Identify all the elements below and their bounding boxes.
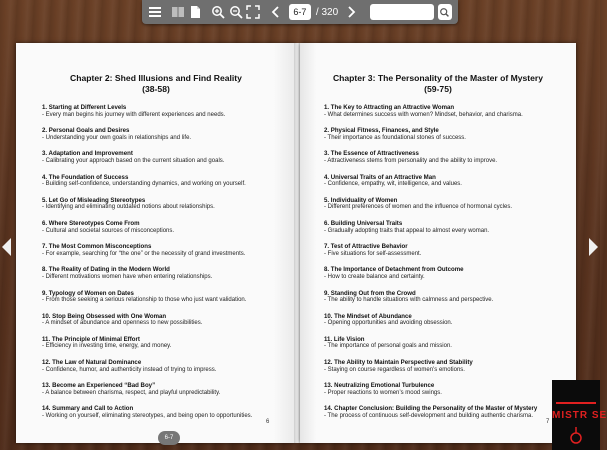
chapter-item-title: 14. Summary and Call to Action [42, 405, 134, 413]
zoom-in-button[interactable] [211, 4, 225, 20]
chapter-item-description: - Calibrating your approach based on the current situation and goals. [42, 157, 225, 164]
chapter-item-description: - Attractiveness stems from personality and the ability to improve. [324, 157, 498, 164]
chevron-left-icon [269, 5, 283, 19]
chapter-item-title: 11. Life Vision [324, 335, 365, 343]
zoom-out-button[interactable] [228, 4, 242, 20]
chapter-item-description: - For example, searching for “the one” or the necessity of grand investments. [42, 250, 246, 257]
chapter-item-title: 5. Let Go of Misleading Stereotypes [42, 196, 146, 204]
chapter-item-title: 11. The Principle of Minimal Effort [42, 335, 140, 343]
chapter-title-text: Chapter 3: The Personality of the Master of Mystery [332, 73, 544, 83]
chapter-item [42, 243, 296, 258]
chapter-item-title: 13. Become an Experienced “Bad Boy” [42, 382, 156, 390]
page-number: 7 [546, 419, 550, 425]
chapter-item-description: - The importance of personal goals and mission. [324, 343, 452, 350]
chapter-item-description: - Proper reactions to women’s mood swings. [324, 389, 442, 396]
logo-text: MISTR SE [552, 410, 607, 421]
chapter-item-description: - Gradually adopting traits that appeal to almost every woman. [324, 227, 490, 234]
chapter-item-description: - Confidence, humor, and authenticity instead of trying to impress. [42, 366, 217, 373]
next-page-button[interactable] [344, 4, 358, 20]
next-page-arrow[interactable] [589, 238, 598, 256]
chapter-page-range: (59-75) [424, 84, 452, 94]
chapter-item-title: 4. Universal Traits of an Attractive Man [324, 173, 436, 181]
chapter-item [324, 127, 576, 142]
chapter-item [324, 197, 576, 212]
double-page-view-button[interactable] [171, 4, 185, 20]
chapter-item-description: - Understanding your own goals in relationships and life. [42, 134, 192, 141]
chapter-title-text: Chapter 2: Shed Illusions and Find Reality [70, 73, 242, 83]
chapter-item [324, 266, 576, 281]
chapter-item [324, 220, 576, 235]
chapter-item-description: - Every man begins his journey with different experiences and needs. [42, 111, 226, 118]
chapter-item-description: - Identifying and eliminating outdated notions about relationships. [42, 204, 215, 211]
chapter-page-range: (38-58) [142, 84, 170, 94]
chapter-item [324, 290, 576, 305]
chapter-item [324, 313, 576, 328]
chapter-item [324, 243, 576, 258]
chapter-item-title: 1. The Key to Attracting an Attractive Woman [324, 104, 455, 111]
left-page [16, 43, 296, 443]
chapter-item-description: - Efficiency in investing time, energy, and money. [42, 343, 172, 350]
chapter-item-description: - The process of continuous self-development and building authentic charisma. [324, 413, 534, 420]
chapter-item-title: 4. The Foundation of Success [42, 173, 129, 181]
chapter-title [300, 73, 576, 95]
chapter-item-description: - The ability to handle situations with calmness and perspective. [324, 297, 494, 304]
page-total: / 320 [315, 6, 339, 18]
chevron-right-icon [344, 5, 358, 19]
chapter-item-title: 13. Neutralizing Emotional Turbulence [324, 382, 435, 390]
chapter-item [42, 104, 296, 119]
chapter-item-title: 6. Where Stereotypes Come From [42, 219, 140, 227]
chapter-item-description: - How to create balance and certainty. [324, 273, 425, 280]
chapter-item-description: - Staying on course regardless of women’s emotions. [324, 366, 465, 373]
chapter-item-title: 10. Stop Being Obsessed with One Woman [42, 312, 167, 320]
chapter-item [42, 266, 296, 281]
chapter-item [42, 174, 296, 189]
chapter-item [324, 104, 576, 119]
page-icon [188, 5, 202, 19]
chapter-item [324, 174, 576, 189]
previous-page-arrow[interactable] [2, 238, 11, 256]
fullscreen-button[interactable] [246, 4, 260, 20]
zoom-out-icon [229, 5, 243, 19]
chapter-item-description: - Five situations for self-assessment. [324, 250, 422, 257]
single-page-view-button[interactable] [188, 4, 202, 20]
page-number: 6 [266, 419, 270, 425]
fullscreen-icon [246, 5, 260, 19]
chapter-item-title: 2. Physical Fitness, Finances, and Style [324, 127, 439, 135]
right-page [300, 43, 576, 443]
chapter-item [42, 336, 296, 351]
zoom-in-icon [211, 5, 225, 19]
chapter-item-description: - Different preferences of women and the influence of hormonal cycles. [324, 204, 512, 211]
chapter-item-title: 12. The Ability to Maintain Perspective and Stability [324, 359, 473, 367]
chapter-item-description: - What determines success with women? Mindset, behavior, and charisma. [324, 111, 523, 118]
chapter-item-title: 8. The Importance of Detachment from Outcome [324, 266, 464, 274]
chapter-item-description: - A balance between charisma, respect, and playful unpredictability. [42, 389, 221, 396]
chapter-item-title: 5. Individuality of Women [324, 196, 398, 204]
chapter-item-title: 3. Adaptation and Improvement [42, 150, 133, 158]
chapter-item-title: 2. Personal Goals and Desires [42, 127, 130, 135]
chapter-item-list [16, 104, 296, 420]
chapter-item-description: - Building self-confidence, understanding dynamics, and working on yourself. [42, 181, 246, 188]
chapter-item [42, 382, 296, 397]
chapter-item-description: - Their importance as foundational stones of success. [324, 134, 466, 141]
chapter-item-title: 3. The Essence of Attractiveness [324, 150, 419, 158]
chapter-item-description: - Different motivations women have when entering relationships. [42, 273, 213, 280]
chapter-item-title: 9. Typology of Women on Dates [42, 289, 134, 297]
menu-button[interactable] [148, 4, 162, 20]
chapter-item [42, 313, 296, 328]
chapter-item [324, 150, 576, 165]
chapter-item-title: 10. The Mindset of Abundance [324, 312, 412, 320]
chapter-item-title: 12. The Law of Natural Dominance [42, 359, 142, 367]
chapter-item [324, 382, 576, 397]
book-icon [171, 5, 185, 19]
chapter-item-description: - Opening opportunities and avoiding obsession. [324, 320, 453, 327]
chapter-item-description: - Cultural and societal sources of misconceptions. [42, 227, 175, 234]
chapter-item-description: - Working on yourself, eliminating stereotypes, and being open to opportunities. [42, 413, 253, 420]
chapter-item [324, 405, 576, 420]
chapter-item [42, 197, 296, 212]
search-input[interactable] [370, 4, 434, 20]
search-icon [439, 7, 450, 18]
page-number-input[interactable] [289, 4, 311, 20]
chapter-item [42, 405, 296, 420]
chapter-item-description: - Confidence, empathy, wit, intelligence, and values. [324, 181, 462, 188]
chapter-item [324, 359, 576, 374]
reader-toolbar [142, 0, 458, 24]
chapter-item [324, 336, 576, 351]
chapter-item-description: - A mindset of abundance and openness to new possibilities. [42, 320, 203, 327]
chapter-item-description: - From those seeking a serious relationship to those who just want validation. [42, 297, 247, 304]
chapter-title [16, 73, 296, 95]
channel-logo [552, 380, 607, 450]
search-button[interactable] [438, 4, 452, 20]
chapter-item-title: 1. Starting at Different Levels [42, 104, 127, 111]
previous-page-button[interactable] [269, 4, 283, 20]
chapter-item [42, 127, 296, 142]
hamburger-icon [148, 5, 162, 19]
page-indicator-badge[interactable]: 6-7 [158, 431, 180, 445]
chapter-item-title: 7. Test of Attractive Behavior [324, 243, 408, 251]
chapter-item-title: 6. Building Universal Traits [324, 219, 403, 227]
chapter-item-title: 14. Chapter Conclusion: Building the Personality of the Master of Mystery [324, 405, 538, 413]
chapter-item-title: 7. The Most Common Misconceptions [42, 243, 152, 251]
chapter-item [42, 359, 296, 374]
chapter-item-list [300, 104, 576, 420]
chapter-item [42, 150, 296, 165]
chapter-item-title: 9. Standing Out from the Crowd [324, 289, 416, 297]
chapter-item-title: 8. The Reality of Dating in the Modern World [42, 266, 170, 274]
chapter-item [42, 220, 296, 235]
chapter-item [42, 290, 296, 305]
